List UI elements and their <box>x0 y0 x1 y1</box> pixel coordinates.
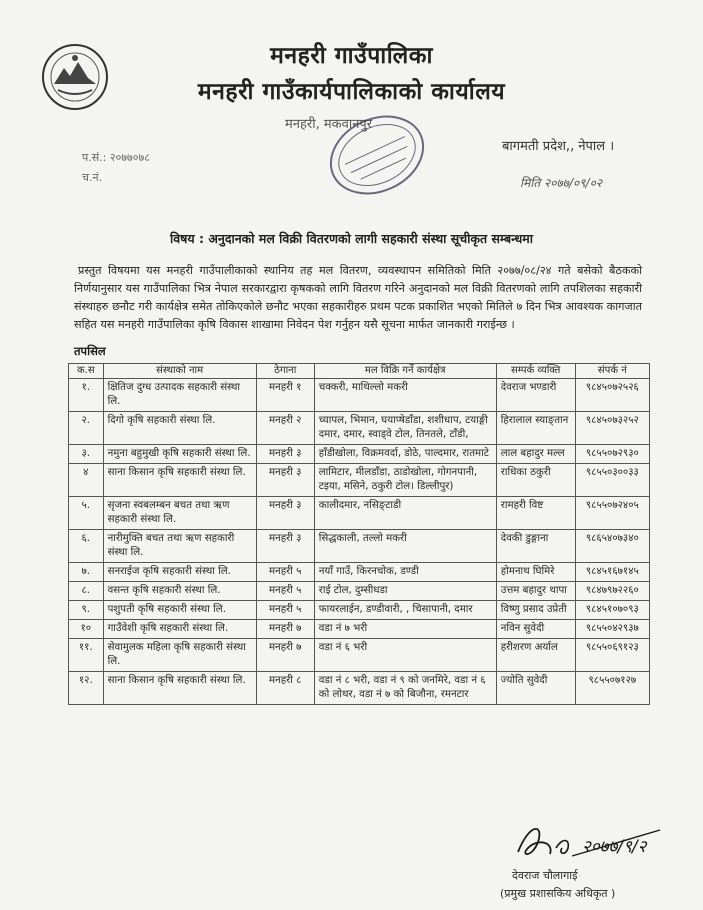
issue-date: मिति २०७७/०९/०२ <box>520 176 603 190</box>
cell-address: मनहरी ३ <box>256 497 314 530</box>
cell-contact-person: विष्णु प्रसाद उप्रेती <box>496 601 575 620</box>
signature-date-scrawl: २०७७/९/२ <box>582 837 647 857</box>
cell-address: मनहरी ३ <box>256 464 314 497</box>
table-body <box>69 379 650 705</box>
cell-org-name: सेवामुलक महिला कृषि सहकारी संस्था लि. <box>103 639 256 672</box>
cell-org-name: क्षितिज दुग्ध उत्पादक सहकारी संस्था लि. <box>103 379 256 412</box>
handwritten-signature-icon <box>510 812 670 872</box>
cell-org-name: गाउँवेशी कृषि सहकारी संस्था लि. <box>103 620 256 639</box>
table-row <box>69 582 650 601</box>
cell-serial: ४ <box>69 464 104 497</box>
cell-contact-number: ९८४५१०७०९३ <box>575 601 649 620</box>
cell-work-area: हाँडीखोला, विक्रमवर्दा, डोठे, पाल्दमार, रातमाटे <box>314 445 496 464</box>
table-row <box>69 620 650 639</box>
cell-work-area: वडा नं ६ भरी <box>314 639 496 672</box>
cell-contact-number: ९८६५४०७३४० <box>575 530 649 563</box>
cell-serial: ३. <box>69 445 104 464</box>
cell-address: मनहरी ७ <box>256 639 314 672</box>
table-row <box>69 412 650 445</box>
cell-serial: ७. <box>69 563 104 582</box>
header-org-name: संस्थाको नाम <box>103 364 256 379</box>
cell-contact-number: ९८५५०७१२७ <box>575 672 649 705</box>
header-work-area: मल विक्रि गर्ने कार्यक्षेत्र <box>314 364 496 379</box>
cell-work-area: च्यापल, भिमान, घयाप्षेडाँडा, शशीधाप, टयाङ्गी दमार, दमार, स्वाड्वे टोल, तिनतले, टाँडी, <box>314 412 496 445</box>
cell-address: मनहरी ८ <box>256 672 314 705</box>
cell-address: मनहरी १ <box>256 379 314 412</box>
cell-org-name: दिगो कृषि सहकारी संस्था लि. <box>103 412 256 445</box>
cell-org-name: साना किसान कृषि सहकारी संस्था लि. <box>103 672 256 705</box>
signatory-title: (प्रमुख प्रशासकिय अधिकृत ) <box>500 887 616 900</box>
office-title-line2: मनहरी गाउँकार्यपालिकाको कार्यालय <box>197 78 506 105</box>
header-contact-number: संपर्क नं <box>575 364 649 379</box>
office-title-line1: मनहरी गाउँपालिका <box>270 42 433 69</box>
cell-org-name: नारीमुक्ति बचत तथा ऋण सहकारी संस्था लि. <box>103 530 256 563</box>
cooperative-list-table <box>68 363 650 705</box>
cell-org-name: वसन्त कृषि सहकारी संस्था लि. <box>103 582 256 601</box>
cell-serial: ९. <box>69 601 104 620</box>
reference-number: प.सं.: २०७७०७८ <box>82 151 150 164</box>
cell-address: मनहरी ५ <box>256 563 314 582</box>
header-serial: क.स <box>69 364 104 379</box>
cell-contact-number: ९८५५०७२४०५ <box>575 497 649 530</box>
cell-work-area: सिद्धकाली, तल्लो मकरी <box>314 530 496 563</box>
cell-work-area: कालीदमार, नसिङ्टाडी <box>314 497 496 530</box>
cell-contact-person: लाल बहादुर मल्ल <box>496 445 575 464</box>
table-row <box>69 672 650 705</box>
cell-address: मनहरी ७ <box>256 620 314 639</box>
cell-work-area: फायरलाईन, डण्डीवारी, , चिसापानी, दमार <box>314 601 496 620</box>
cell-serial: ५. <box>69 497 104 530</box>
office-stamp-icon <box>322 100 432 210</box>
table-row <box>69 464 650 497</box>
cell-contact-number: ९८४७९७२२६० <box>575 582 649 601</box>
cell-contact-number: ९८४५१६७१४५ <box>575 563 649 582</box>
office-address: मनहरी, मकवानपुर <box>285 117 373 132</box>
subject-line: विषय : अनुदानको मल विक्री वितरणको लागी सहकारी संस्था सूचीकृत सम्बन्धमा <box>169 231 533 246</box>
header-address: ठेगाना <box>256 364 314 379</box>
cell-org-name: सनराईज कृषि सहकारी संस्था लि. <box>103 563 256 582</box>
cell-serial: १० <box>69 620 104 639</box>
table-row <box>69 530 650 563</box>
cell-contact-number: ९८४५०७३२५२ <box>575 412 649 445</box>
cell-org-name: सृजना स्वबलम्बन बचत तथा ऋण सहकारी संस्था लि. <box>103 497 256 530</box>
cell-serial: ६. <box>69 530 104 563</box>
cell-contact-person: देवराज भण्डारी <box>496 379 575 412</box>
cell-org-name: पशुपती कृषि सहकारी संस्था लि. <box>103 601 256 620</box>
table-row <box>69 445 650 464</box>
cell-work-area: चक्करी, माथिल्लो मकरी <box>314 379 496 412</box>
cell-serial: १. <box>69 379 104 412</box>
table-row <box>69 497 650 530</box>
cell-contact-person: रामहरी विष्ट <box>496 497 575 530</box>
cell-contact-person: राधिका ठकुरी <box>496 464 575 497</box>
cell-contact-person: ज्योति सुवेदी <box>496 672 575 705</box>
table-row <box>69 639 650 672</box>
table-row <box>69 601 650 620</box>
signatory-name: देवराज चौलागाई <box>512 869 578 882</box>
cell-address: मनहरी ३ <box>256 445 314 464</box>
cell-work-area: वडा नं ८ भरी, वडा नं ९ को जनमिरे, वडा नं ६ को लोथर, वडा नं ७ को बिजौना, रमनटार <box>314 672 496 705</box>
cell-contact-person: उत्तम बहादुर थापा <box>496 582 575 601</box>
cell-work-area: नयाँ गाउँ, किरनचोक, डण्डी <box>314 563 496 582</box>
table-header-row <box>69 364 650 379</box>
cell-contact-person: हिरालाल स्याङ्तान <box>496 412 575 445</box>
cell-address: मनहरी ५ <box>256 601 314 620</box>
table-row <box>69 379 650 412</box>
cell-contact-person: नविन सुवेदी <box>496 620 575 639</box>
header-contact-person: सम्पर्क व्यक्ति <box>496 364 575 379</box>
cell-serial: १२. <box>69 672 104 705</box>
cell-address: मनहरी २ <box>256 412 314 445</box>
cell-contact-number: ९८५५०४२९३७ <box>575 620 649 639</box>
cell-work-area: राई टोल, दुम्सीधडा <box>314 582 496 601</box>
table-row <box>69 563 650 582</box>
cell-contact-person: हरीशरण अर्याल <box>496 639 575 672</box>
province-label: बागमती प्रदेश,, नेपाल । <box>502 139 615 154</box>
details-heading: तपसिल <box>74 344 106 358</box>
cell-serial: २. <box>69 412 104 445</box>
cell-org-name: नमुना बहुमुखी कृषि सहकारी संस्था लि. <box>103 445 256 464</box>
cell-serial: ११. <box>69 639 104 672</box>
cell-address: मनहरी ५ <box>256 582 314 601</box>
cell-serial: ८. <box>69 582 104 601</box>
cell-work-area: वडा नं ७ भरी <box>314 620 496 639</box>
cell-address: मनहरी ३ <box>256 530 314 563</box>
cell-contact-person: देवकी डुङ्गाना <box>496 530 575 563</box>
cell-org-name: साना किसान कृषि सहकारी संस्था लि. <box>103 464 256 497</box>
cell-work-area: लामिटार, मीलडाँडा, ठाडोखोला, गोगनपानी, टइया, मसिने, ठकुरी टोल। डिल्लीपुर) <box>314 464 496 497</box>
cell-contact-number: ९८५५०६९१२३ <box>575 639 649 672</box>
notice-body: प्रस्तुत विषयमा यस मनहरी गाउँपालीकाको स्थानिय तह मल वितरण, व्यवस्थापन समितिको मिति २०७७/०८/२४ गते बसेको बैठकको निर्णयानुसार यस गाउँपालिका भित्र नेपाल सरकारद्वारा कृषकको लागि वितरण गरिने अनुदानको मल विक्री वितरणको लागि तपशिलका सहकारी संस्थाहरु छनौट गरी कार्यक्षेत्र समेत तोकिएकोले छनौट भएका सहकारीहरु प्रथम पटक प्रकाशित भएको मितिले ७ दिन भित्र आवश्यक कागजात सहित यस मनहरी गाउँपालिका कृषि विकास शाखामा निवेदन पेश गर्नुहन यसै सूचना मार्फत जानकारी गराईन्छ । <box>74 264 642 331</box>
cell-contact-number: ९८४५०७२५२६ <box>575 379 649 412</box>
cell-contact-person: होमनाथ घिमिरे <box>496 563 575 582</box>
cell-contact-number: ९८५५०३००३३ <box>575 464 649 497</box>
dispatch-number: च.नं. <box>82 171 103 184</box>
cell-contact-number: ९८५५०७२९३० <box>575 445 649 464</box>
